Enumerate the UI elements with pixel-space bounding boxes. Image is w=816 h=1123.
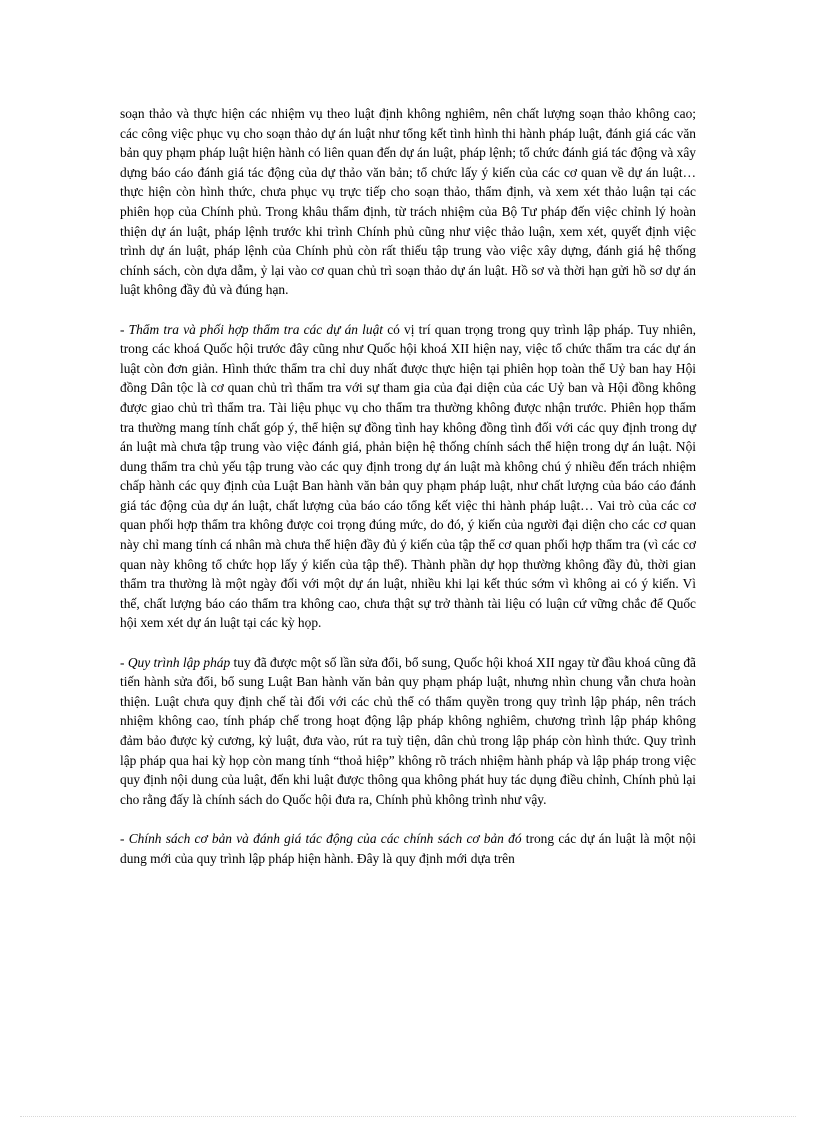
paragraph-lead: - Chính sách cơ bản và đánh giá tác động của các chính sách cơ bản đó [120, 830, 522, 846]
paragraph-verification [120, 320, 696, 634]
page-bottom-divider [20, 1116, 796, 1117]
paragraph-body: có vị trí quan trọng trong quy trình lập pháp. Tuy nhiên, trong các khoá Quốc hội trước đây cũng như Quốc hội khoá XII hiện nay, việc tổ chức thẩm tra các dự án luật còn đơn giản. Hình thức thẩm tra chỉ duy nhất được thực hiện tại phiên họp toàn thể Uỷ ban hay Hội đồng Dân tộc là cơ quan chủ trì thẩm tra với sự tham gia của đại diện của các Uỷ ban và Hội đồng không được giao chủ trì thẩm tra. Tài liệu phục vụ cho thẩm tra thường không được nhận trước. Phiên họp thẩm tra thường mang tính chất góp ý, thể hiện sự đồng tình hay không đồng tình đối với các quy định trong dự án luật mà chưa tập trung vào việc đánh giá, phản biện hệ thống chính sách thể hiện trong dự án luật. Nội dung thẩm tra chủ yếu tập trung vào các quy định trong dự án luật mà không chú ý nhiều đến trách nhiệm chấp hành các quy định của Luật Ban hành văn bản quy phạm pháp luật, như chất lượng của báo cáo đánh giá tác động của dự án luật, chất lượng của báo cáo tổng kết việc thi hành pháp luật… Vai trò của các cơ quan phối hợp thẩm tra không được coi trọng đúng mức, do đó, ý kiến của người đại diện cho các cơ quan này chỉ mang tính cá nhân mà chưa thể hiện đầy đủ ý kiến của tập thể cơ quan phối hợp thẩm tra (vì các cơ quan này không tổ chức họp lấy ý kiến của tập thể). Thành phần dự họp thường không đầy đủ, thời gian thẩm tra thường là một ngày đối với một dự án luật, nhiều khi lại kết thúc sớm vì không ai có ý kiến. Vì thế, chất lượng báo cáo thẩm tra không cao, chưa thật sự trở thành tài liệu có luận cứ vững chắc để Quốc hội xem xét dự án luật tại các kỳ họp. [120, 321, 696, 631]
paragraph-body: soạn thảo và thực hiện các nhiệm vụ theo luật định không nghiêm, nên chất lượng soạn thảo không cao; các công việc phục vụ cho soạn thảo dự án luật như tổng kết tình hình thi hành pháp luật, đánh giá các văn bản quy phạm pháp luật hiện hành có liên quan đến dự án luật, pháp lệnh; tổ chức đánh giá tác động và xây dựng báo cáo đánh giá tác động của dự thảo văn bản; tổ chức lấy ý kiến của các cơ quan về dự án luật… thực hiện còn hình thức, chưa phục vụ trực tiếp cho soạn thảo, thẩm định, và xem xét thảo luận tại các phiên họp của Chính phủ. Trong khâu thẩm định, từ trách nhiệm của Bộ Tư pháp đến việc chỉnh lý hoàn thiện dự án luật, pháp lệnh trước khi trình Chính phủ cũng như việc thảo luận, xem xét, quyết định việc trình dự án luật, pháp lệnh của Chính phủ còn rất thiếu tập trung vào việc xây dựng, đánh giá hệ thống chính sách, còn dựa dẫm, ỷ lại vào cơ quan chủ trì soạn thảo dự án luật. Hồ sơ và thời hạn gửi hồ sơ dự án luật không đầy đủ và đúng hạn. [120, 106, 696, 298]
paragraph-drafting [120, 104, 696, 300]
paragraph-body: trong các dự án luật là một nội dung mới của quy trình lập pháp hiện hành. Đây là quy định mới dựa trên [120, 830, 697, 866]
paragraph-legislative-process [120, 653, 696, 810]
paragraph-body: tuy đã được một số lần sửa đổi, bổ sung, Quốc hội khoá XII ngay từ đầu khoá cũng đã tiến hành sửa đổi, bổ sung Luật Ban hành văn bản quy phạm pháp luật, nhưng nhìn chung vẫn chưa hoàn thiện. Luật chưa quy định chế tài đối với các chủ thể có thẩm quyền trong quy trình lập pháp, nên trách nhiệm không cao, tính pháp chế trong hoạt động lập pháp không nghiêm, chương trình lập pháp không đảm bảo được kỷ cương, kỷ luật, đưa vào, rút ra tuỳ tiện, dân chủ trong lập pháp còn hình thức. Quy trình lập pháp qua hai kỳ họp còn mang tính “thoả hiệp” không rõ trách nhiệm hành pháp và lập pháp trong việc quy định nội dung của luật, đến khi luật được thông qua không phát huy tác dụng điều chỉnh, Chính phủ lại cho rằng đấy là chính sách do Quốc hội đưa ra, Chính phủ không trình như vậy. [120, 654, 696, 807]
paragraph-lead: - Thẩm tra và phối hợp thẩm tra các dự án luật [120, 321, 383, 337]
paragraph-lead: - Quy trình lập pháp [120, 654, 231, 670]
document-body [120, 104, 696, 888]
paragraph-basic-policy [120, 829, 696, 868]
